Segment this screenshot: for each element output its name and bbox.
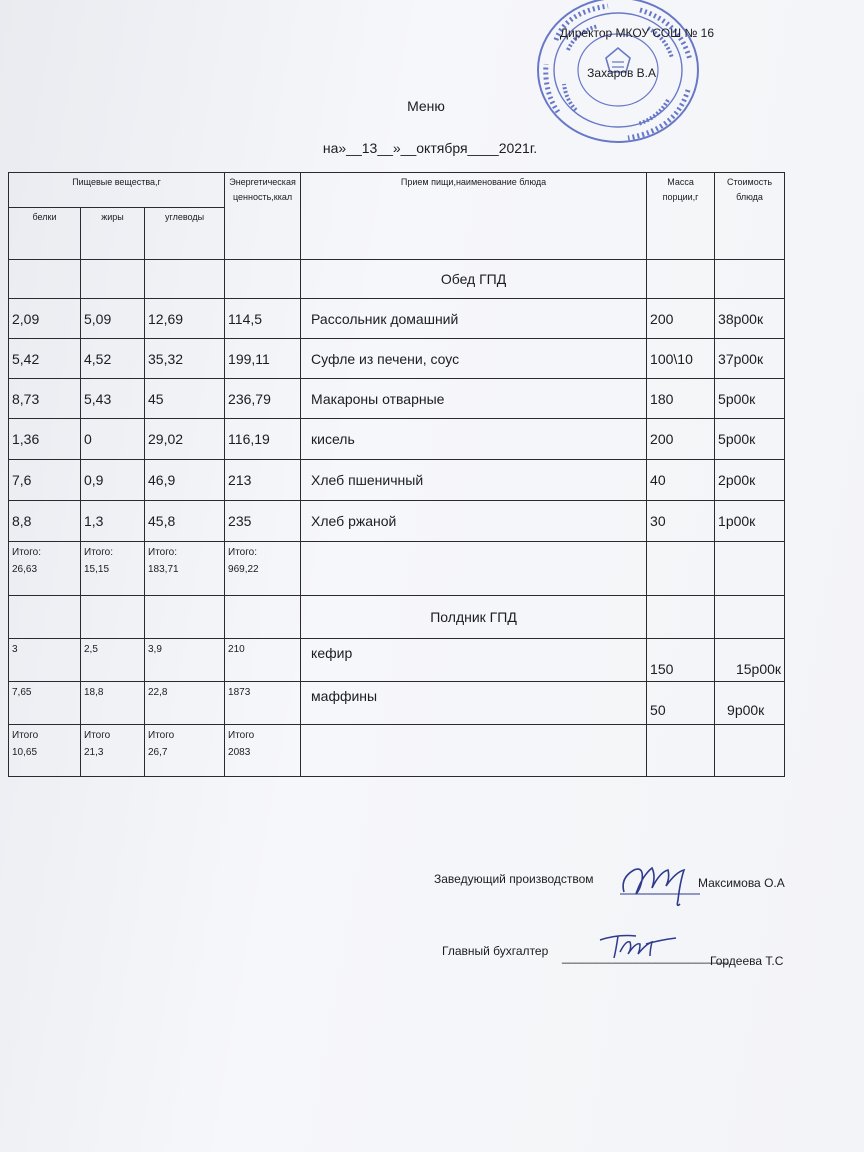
total-carbs: Итого 26,7 <box>145 725 225 777</box>
date-line: на»__13__»__октября____2021г. <box>322 140 538 156</box>
cell-dish: Суфле из печени, соус <box>301 339 647 379</box>
cell-proteins: 8,8 <box>9 501 81 542</box>
page-title: Меню <box>407 98 445 114</box>
approval-name: Захаров В.А <box>587 66 656 80</box>
section-title: Обед ГПД <box>301 260 647 299</box>
header-energy: Энергетическая ценность,ккал <box>225 173 301 260</box>
cell-energy: 199,11 <box>225 339 301 379</box>
cell-mass: 100\10 <box>647 339 715 379</box>
cell-fats: 5,09 <box>81 299 145 339</box>
cell-cost: 38р00к <box>715 299 785 339</box>
cell-fats: 2,5 <box>81 639 145 682</box>
header-fats: жиры <box>81 208 145 260</box>
cell-proteins: 7,6 <box>9 460 81 501</box>
cell-fats: 0 <box>81 419 145 460</box>
cell-carbs: 45 <box>145 379 225 419</box>
cell-mass: 200 <box>647 299 715 339</box>
cell-fats: 1,3 <box>81 501 145 542</box>
cell-dish: кефир <box>301 639 647 682</box>
cell-carbs: 35,32 <box>145 339 225 379</box>
cell-cost: 5р00к <box>715 419 785 460</box>
cell-energy: 213 <box>225 460 301 501</box>
cell-proteins: 8,73 <box>9 379 81 419</box>
header-mass: Масса порции,г <box>647 173 715 260</box>
header-carbs: углеводы <box>145 208 225 260</box>
table-row <box>9 639 785 682</box>
cell-mass: 150 <box>647 639 715 682</box>
chief-signature <box>618 852 702 910</box>
cell-mass: 200 <box>647 419 715 460</box>
cell-energy: 210 <box>225 639 301 682</box>
total-proteins: Итого: 26,63 <box>9 542 81 596</box>
cell-dish: Рассольник домашний <box>301 299 647 339</box>
cell-mass: 40 <box>647 460 715 501</box>
table-row <box>9 682 785 725</box>
accountant-signature <box>596 928 680 968</box>
total-carbs: Итого: 183,71 <box>145 542 225 596</box>
cell-fats: 0,9 <box>81 460 145 501</box>
cell-mass: 50 <box>647 682 715 725</box>
cell-dish: Макароны отварные <box>301 379 647 419</box>
cell-proteins: 7,65 <box>9 682 81 725</box>
header-proteins: белки <box>9 208 81 260</box>
cell-carbs: 3,9 <box>145 639 225 682</box>
total-fats: Итого: 15,15 <box>81 542 145 596</box>
table-row <box>9 299 785 339</box>
cell-cost: 9р00к <box>715 682 785 725</box>
approval-director: Директор МКОУ СОШ № 16 <box>559 26 714 40</box>
cell-cost: 37р00к <box>715 339 785 379</box>
total-energy: Итого 2083 <box>225 725 301 777</box>
cell-carbs: 29,02 <box>145 419 225 460</box>
cell-carbs: 46,9 <box>145 460 225 501</box>
cell-carbs: 12,69 <box>145 299 225 339</box>
cell-mass: 30 <box>647 501 715 542</box>
cell-dish: Хлеб ржаной <box>301 501 647 542</box>
cell-cost: 5р00к <box>715 379 785 419</box>
cell-proteins: 3 <box>9 639 81 682</box>
accountant-label: Главный бухгалтер <box>442 944 549 958</box>
cell-carbs: 45,8 <box>145 501 225 542</box>
table-row <box>9 419 785 460</box>
accountant-line: _________________________ <box>562 950 729 964</box>
cell-dish: маффины <box>301 682 647 725</box>
table-row <box>9 460 785 501</box>
total-fats: Итого 21,3 <box>81 725 145 777</box>
cell-dish: Хлеб пшеничный <box>301 460 647 501</box>
header-nutrients: Пищевые вещества,г <box>9 173 225 208</box>
cell-carbs: 22,8 <box>145 682 225 725</box>
section-row <box>9 596 785 639</box>
cell-cost: 2р00к <box>715 460 785 501</box>
table-row <box>9 379 785 419</box>
header-dish: Прием пищи,наименование блюда <box>301 173 647 260</box>
cell-proteins: 2,09 <box>9 299 81 339</box>
table-header-row <box>9 173 785 208</box>
cell-mass: 180 <box>647 379 715 419</box>
cell-energy: 236,79 <box>225 379 301 419</box>
cell-energy: 114,5 <box>225 299 301 339</box>
chief-label: Заведующий производством <box>434 872 594 886</box>
section-title: Полдник ГПД <box>301 596 647 639</box>
cell-cost: 1р00к <box>715 501 785 542</box>
header-cost: Стоимость блюда <box>715 173 785 260</box>
total-proteins: Итого 10,65 <box>9 725 81 777</box>
table-row <box>9 501 785 542</box>
cell-energy: 235 <box>225 501 301 542</box>
cell-dish: кисель <box>301 419 647 460</box>
accountant-name: Гордеева Т.С <box>710 954 784 968</box>
cell-proteins: 1,36 <box>9 419 81 460</box>
totals-row <box>9 542 785 596</box>
cell-energy: 1873 <box>225 682 301 725</box>
cell-cost: 15р00к <box>715 639 785 682</box>
chief-name: Максимова О.А <box>698 876 785 890</box>
total-energy: Итого: 969,22 <box>225 542 301 596</box>
cell-fats: 18,8 <box>81 682 145 725</box>
cell-energy: 116,19 <box>225 419 301 460</box>
totals-row <box>9 725 785 777</box>
section-row <box>9 260 785 299</box>
cell-fats: 4,52 <box>81 339 145 379</box>
menu-table <box>8 172 785 777</box>
cell-fats: 5,43 <box>81 379 145 419</box>
table-row <box>9 339 785 379</box>
cell-proteins: 5,42 <box>9 339 81 379</box>
